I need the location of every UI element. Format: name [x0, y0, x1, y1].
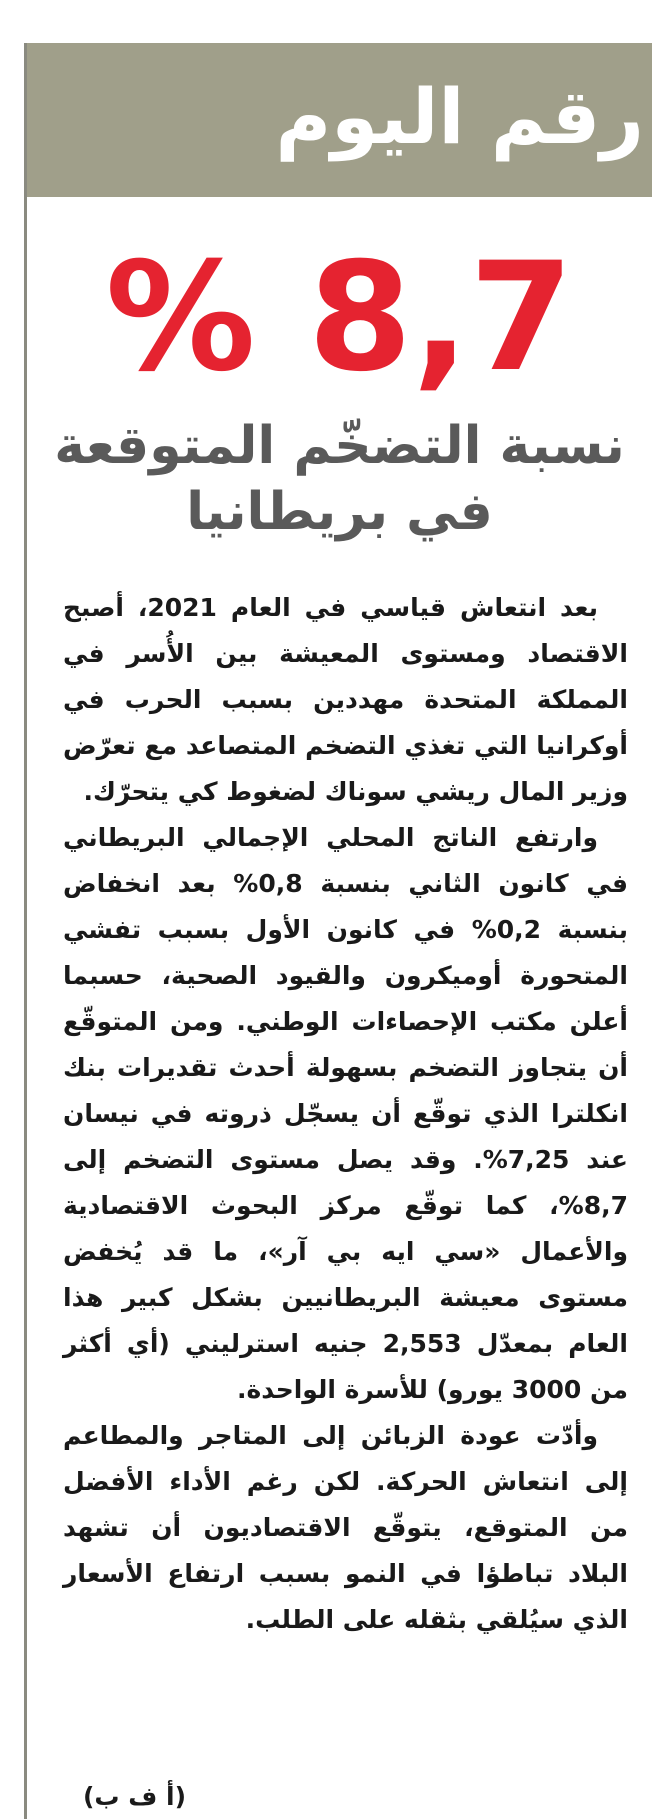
subtitle-line-1: نسبة التضخّم المتوقعة — [54, 416, 625, 476]
section-title: رقم اليوم — [275, 72, 644, 161]
headline-subtitle — [27, 413, 652, 545]
subtitle-line-2: في بريطانيا — [186, 482, 493, 542]
article-paragraph: بعد انتعاش قياسي في العام 2021، أصبح الاقتصاد ومستوى المعيشة بين الأُسر في المملكة المتحدة مهددين بسبب الحرب في أوكرانيا التي تغذي التضخم المتصاعد مع تعرّض وزير المال ريشي سوناك لضغوط كي يتحرّك. — [63, 593, 628, 806]
article-column — [24, 43, 652, 1819]
headline-figure: % 8,7 — [105, 231, 574, 405]
article-paragraph: وأدّت عودة الزبائن إلى المتاجر والمطاعم إلى انتعاش الحركة. لكن رغم الأداء الأفضل من المتوقع، يتوقّع الاقتصاديون أن تشهد البلاد تباطؤا في النمو بسبب ارتفاع الأسعار الذي سيُلقي بثقله على الطلب. — [63, 1421, 628, 1634]
source-credit: (أ ف ب) — [83, 1782, 186, 1811]
article-paragraph: وارتفع الناتج المحلي الإجمالي البريطاني في كانون الثاني بنسبة 0,8% بعد انخفاض بنسبة 0,2% في كانون الأول بسبب تفشي المتحورة أوميكرون والقيود الصحية، حسبما أعلن مكتب الإحصاءات الوطني. ومن المتوقّع أن يتجاوز التضخم بسهولة أحدث تقديرات بنك انكلترا الذي توقّع أن يسجّل ذروته في نيسان عند 7,25%. وقد يصل مستوى التضخم إلى 8,7%، كما توقّع مركز البحوث الاقتصادية والأعمال «سي ايه بي آر»، ما قد يُخفض مستوى معيشة البريطانيين بشكل كبير هذا العام بمعدّل 2,553 جنيه استرليني (أي أكثر من 3000 يورو) للأسرة الواحدة. — [63, 823, 628, 1404]
article-body — [63, 585, 628, 1643]
header-band — [27, 43, 652, 197]
